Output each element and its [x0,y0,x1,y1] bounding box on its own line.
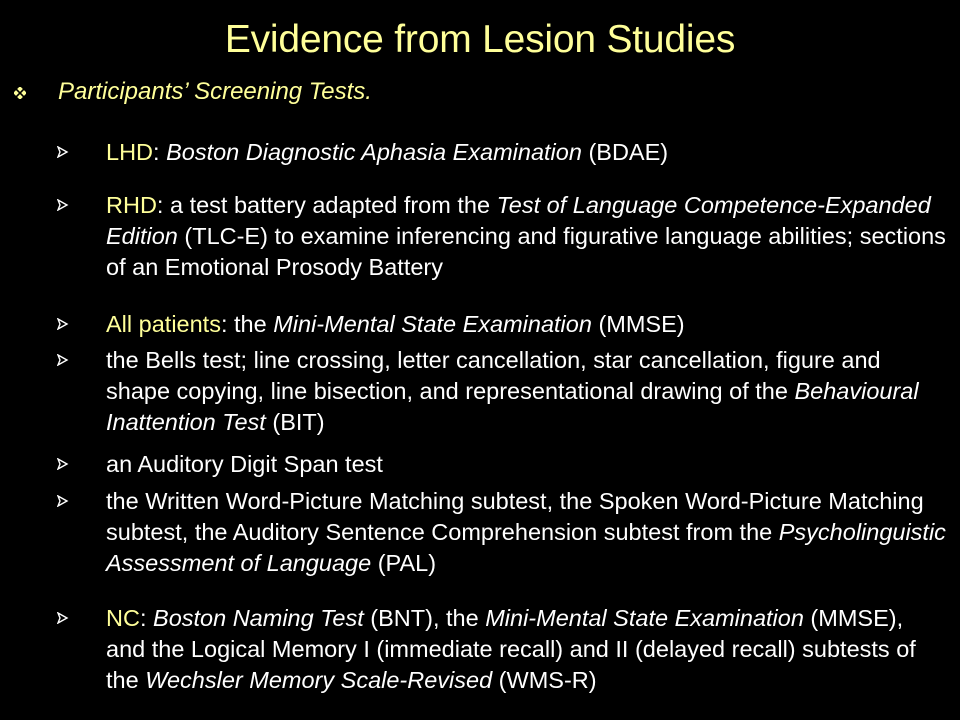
item-segment: (WMS-R) [492,667,597,693]
item-3 [57,345,946,438]
item-text [106,486,946,579]
item-text [106,603,946,696]
arrow-bullet-icon [57,612,69,624]
arrow-bullet-icon [57,199,69,211]
item-segment-italic: Test of Language Competence-Expanded Edition [106,192,931,249]
item-segment-italic: Psycholinguistic Assessment of Language [106,519,946,576]
item-lead: LHD [106,139,154,165]
item-5 [57,486,946,579]
item-lead: NC [106,605,140,631]
item-0 [57,137,946,168]
item-segment: the Bells test; line crossing, letter cancellation, star cancellation, figure and shape copying, line bisection, and representational drawing of the [106,347,881,404]
item-segment: (MMSE), and the Logical Memory I (immediate recall) and II (delayed recall) subtests of the [106,605,916,693]
item-lead: All patients [106,311,221,337]
item-segment: (MMSE) [591,311,685,337]
item-segment: : a test battery adapted from the [156,192,497,218]
item-text [106,190,946,283]
item-segment-italic: Boston Diagnostic Aphasia Examination [166,139,582,165]
arrow-bullet-icon [57,354,69,366]
diamond-bullet-icon [14,87,26,99]
item-6 [57,603,946,696]
item-segment: : [153,139,167,165]
item-segment-italic: Mini-Mental State Examination [485,605,804,631]
item-segment: (TLC-E) to examine inferencing and figurative language abilities; sections of an Emotional Prosody Battery [106,223,946,280]
item-4 [57,449,946,480]
item-segment: an Auditory Digit Span test [106,451,383,477]
slide-title: Evidence from Lesion Studies [224,18,736,61]
item-text [106,309,946,340]
item-text [106,449,946,480]
item-1 [57,190,946,283]
item-segment: : the [220,311,274,337]
section-heading: Participants’ Screening Tests. [58,78,372,105]
item-segment: (BIT) [265,409,325,435]
item-segment: (BDAE) [581,139,669,165]
item-segment-italic: Mini-Mental State Examination [273,311,592,337]
arrow-bullet-icon [57,495,69,507]
item-segment-italic: Boston Naming Test [153,605,364,631]
section-heading-row [14,78,372,106]
item-segment: the Written Word-Picture Matching subtest, the Spoken Word-Picture Matching subtest, the Auditory Sentence Comprehension subtest from the [106,488,924,545]
arrow-bullet-icon [57,318,69,330]
arrow-bullet-icon [57,146,69,158]
item-2 [57,309,946,340]
item-text [106,345,946,438]
item-segment: (BNT), the [363,605,486,631]
item-segment-italic: Behavioural Inattention Test [106,378,919,435]
item-text [106,137,946,168]
item-segment: : [139,605,154,631]
item-lead: RHD [106,192,157,218]
arrow-bullet-icon [57,458,69,470]
item-segment-italic: Wechsler Memory Scale-Revised [145,667,493,693]
item-segment: (PAL) [371,550,437,576]
